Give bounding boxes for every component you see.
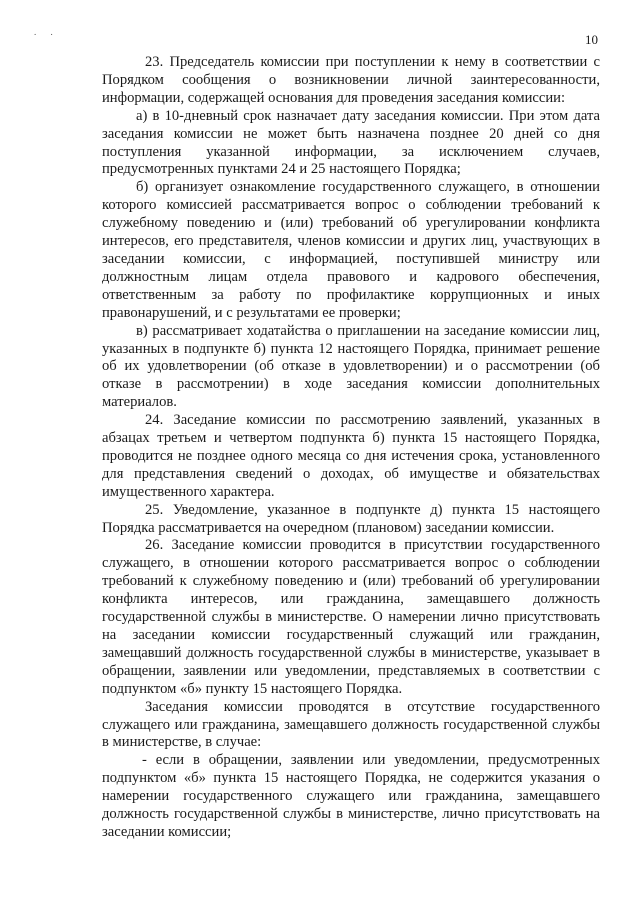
paragraph-25: 25. Уведомление, указанное в подпункте д) пункта 15 настоящего Порядка рассматривается на очередном (плановом) заседании комиссии. — [102, 501, 600, 536]
paragraph-26: 26. Заседание комиссии проводится в присутствии государственного служащего, в отношении которого рассматривается вопрос о соблюдении требований к служебному поведению и (или) требований об урегулировании конфликта интересов, или гражданина, замещавшего должность государственной службы в министерстве. О намерении лично присутствовать на заседании комиссии государственный служащий или гражданин, замещавший должность государственной службы в министерстве, указывает в обращении, заявлении или уведомлении, представляемых в соответствии с подпунктом «б» пункту 15 настоящего Порядка. — [102, 537, 600, 697]
document-body — [102, 54, 600, 842]
subparagraph-a: а) в 10-дневный срок назначает дату заседания комиссии. При этом дата заседания комиссии не может быть назначена позднее 20 дней со дня поступления указанной информации, за исключением случаев, предусмотренных пунктами 24 и 25 настоящего Порядка; — [102, 107, 600, 178]
scan-marks: . . — [34, 27, 59, 37]
subparagraph-v: в) рассматривает ходатайства о приглашении на заседание комиссии лиц, указанных в подпункте б) пункта 12 настоящего Порядка, принимает решение об их удовлетворении (об отказе в удовлетворении) и о рассмотрении (об отказе в рассмотрении) в ходе заседания комиссии дополнительных материалов. — [102, 322, 600, 411]
paragraph-23: 23. Председатель комиссии при поступлении к нему в соответствии с Порядком сообщения о возникновении личной заинтересованности, информации, содержащей основания для проведения заседания комиссии: — [102, 54, 600, 106]
paragraph-24: 24. Заседание комиссии по рассмотрению заявлений, указанных в абзацах третьем и четвертом подпункта б) пункта 15 настоящего Порядка, проводится не позднее одного месяца со дня истечения срока, установленного для представления сведений о доходах, об имуществе и обязательствах имущественного характера. — [102, 412, 600, 500]
list-item-dash: - если в обращении, заявлении или уведомлении, предусмотренных подпунктом «б» пункта 15 настоящего Порядка, не содержится указания о намерении государственного служащего или гражданина, замещавшего должность государственной службы в министерстве, лично присутствовать на заседании комиссии; — [102, 752, 600, 840]
page-number: 10 — [585, 32, 598, 47]
subparagraph-b: б) организует ознакомление государственного служащего, в отношении которого комиссией рассматривается вопрос о соблюдении требований к служебному поведению и (или) требований об урегулировании конфликта интересов, его представителя, членов комиссии и других лиц, участвующих в заседании комиссии, с информацией, поступившей министру или должностным лицам отдела правового и кадрового обеспечения, ответственным за работу по профилактике коррупционных и иных правонарушений, и с результатами ее проверки; — [102, 179, 600, 321]
paragraph-absence: Заседания комиссии проводятся в отсутствие государственного служащего или гражданина, замещавшего должность государственной службы в министерстве, в случае: — [102, 698, 600, 751]
